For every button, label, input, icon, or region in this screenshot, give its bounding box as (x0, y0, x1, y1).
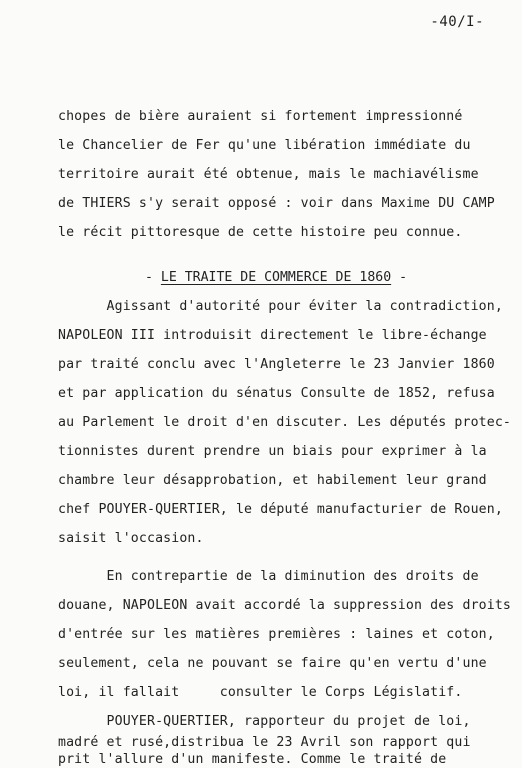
heading-dash-right: - (391, 270, 408, 285)
text-line: Agissant d'autorité pour éviter la contradiction, (58, 299, 503, 314)
text-line: territoire aurait été obtenue, mais le machiavélisme (58, 167, 479, 182)
text-line: chambre leur désapprobation, et habilement leur grand (58, 473, 487, 488)
text-line: POUYER-QUERTIER, rapporteur du projet de loi, (58, 714, 471, 729)
text-line: prit l'allure d'un manifeste. Comme le traité de (58, 752, 447, 767)
page-number: -40/I- (430, 14, 484, 30)
text-line: loi, il fallait consulter le Corps Législatif. (58, 685, 463, 700)
text-line: douane, NAPOLEON avait accordé la suppression des droits (58, 598, 512, 613)
text-line: et par application du sénatus Consulte de 1852, refusa (58, 386, 495, 401)
text-line: tionnistes durent prendre un biais pour exprimer à la (58, 444, 487, 459)
heading-dash-left: - (145, 270, 161, 285)
text-line: par traité conclu avec l'Angleterre le 23 Janvier 1860 (58, 357, 495, 372)
text-line: d'entrée sur les matières premières : laines et coton, (58, 627, 495, 642)
text-line: le récit pittoresque de cette histoire peu connue. (58, 225, 463, 240)
text-line: le Chancelier de Fer qu'une libération immédiate du (58, 138, 471, 153)
text-line: chef POUYER-QUERTIER, le député manufacturier de Rouen, (58, 502, 503, 517)
text-line: de THIERS s'y serait opposé : voir dans Maxime DU CAMP (58, 196, 495, 211)
text-line: au Parlement le droit d'en discuter. Les députés protec- (58, 415, 512, 430)
text-line: NAPOLEON III introduisit directement le libre-échange (58, 328, 487, 343)
text-line: madré et rusé,distribua le 23 Avril son rapport qui (58, 735, 471, 750)
text-line: saisit l'occasion. (58, 531, 204, 546)
section-heading (145, 269, 407, 286)
text-line: chopes de bière auraient si fortement impressionné (58, 109, 463, 124)
text-line: En contrepartie de la diminution des droits de (58, 569, 479, 584)
heading-title: LE TRAITE DE COMMERCE DE 1860 (160, 270, 392, 285)
text-line: seulement, cela ne pouvant se faire qu'en vertu d'une (58, 656, 487, 671)
